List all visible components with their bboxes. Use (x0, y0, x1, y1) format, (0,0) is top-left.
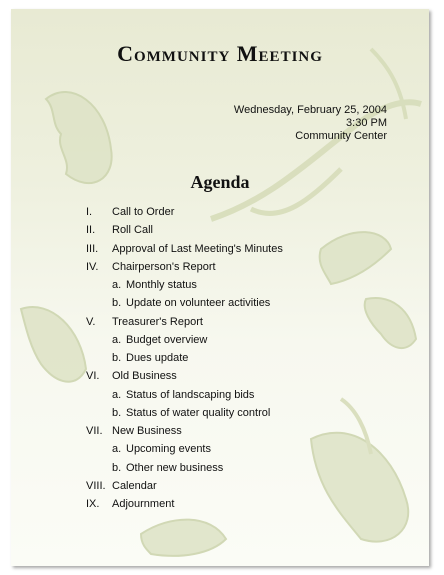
agenda-subitem: a. Status of landscaping bids (112, 388, 255, 401)
page-title: Community Meeting (117, 41, 323, 66)
meeting-location: Community Center (295, 130, 387, 142)
agenda-item: IX. Adjournment (86, 498, 175, 511)
meeting-time: 3:30 PM (346, 117, 387, 129)
agenda-subitem: a. Monthly status (112, 279, 197, 292)
leaf-upper-left (46, 92, 112, 183)
agenda-list (86, 203, 416, 513)
agenda-subitem: a. Budget overview (112, 333, 208, 346)
agenda-item: I. Call to Order (86, 206, 175, 219)
agenda-heading: Agenda (190, 172, 250, 192)
agenda-subitem: b. Update on volunteer activities (112, 297, 271, 310)
agenda-item: V. Treasurer's Report (86, 315, 203, 328)
agenda-subitem: b. Status of water quality control (112, 406, 271, 419)
agenda-subitem: b. Other new business (112, 461, 224, 474)
document-page (11, 9, 429, 566)
agenda-item: III. Approval of Last Meeting's Minutes (86, 242, 283, 255)
agenda-item: VIII. Calendar (86, 479, 157, 492)
agenda-item: II. Roll Call (86, 224, 153, 237)
agenda-item: VII. New Business (86, 425, 182, 438)
agenda-item: VI. Old Business (86, 370, 177, 383)
leaf-left-middle (21, 307, 86, 382)
meeting-date: Wednesday, February 25, 2004 (233, 104, 387, 116)
leaf-bottom-center (141, 520, 226, 556)
meeting-details (234, 104, 387, 143)
agenda-item: IV. Chairperson's Report (86, 260, 216, 273)
agenda-subitem: a. Upcoming events (112, 443, 211, 456)
agenda-subitem: b. Dues update (112, 352, 189, 365)
